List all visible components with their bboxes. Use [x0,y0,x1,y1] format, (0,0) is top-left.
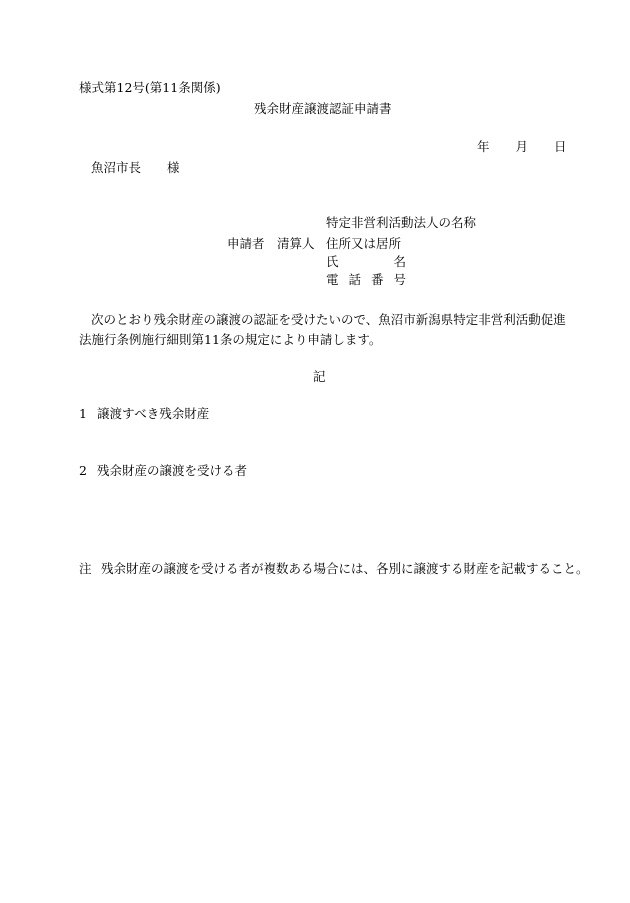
item-number: 1 [79,406,87,421]
note-text: 残余財産の譲渡を受ける者が複数ある場合には、各別に譲渡する財産を記載すること。 [101,561,589,576]
applicant-label: 申請者 [227,236,265,251]
field-phone-char: 番 [370,272,384,287]
list-item [79,463,247,478]
item-number: 2 [79,463,87,478]
field-phone-label [326,272,406,287]
field-address-label: 住所又は居所 [326,236,402,251]
date-line [477,139,567,154]
field-corp-name-label: 特定非営利活動法人の名称 [326,215,477,230]
addressee-name: 魚沼市長 [91,160,142,175]
item-text: 譲渡すべき残余財産 [97,406,210,421]
field-phone-char: 話 [348,272,361,287]
document-title: 残余財産譲渡認証申請書 [254,101,392,116]
ki-heading: 記 [313,369,326,384]
note-label: 注 [79,561,92,576]
field-name-label [326,254,406,269]
item-text: 残余財産の譲渡を受ける者 [97,463,248,478]
list-item [79,406,209,421]
liquidator-label: 清算人 [277,236,315,251]
date-day-label: 日 [554,139,567,154]
field-phone-char: 電 [326,272,339,287]
body-paragraph: 次のとおり残余財産の譲渡の認証を受けたいので、魚沼市新潟県特定非営利活動促進法施行条例施行細則第11条の規定により申請します。 [79,312,566,347]
footnote [79,561,589,576]
addressee [91,160,180,175]
form-number: 様式第12号(第11条関係) [79,80,221,95]
field-phone-char: 号 [393,272,406,287]
field-name-char: 氏 [326,254,339,269]
date-month-label: 月 [515,139,529,154]
field-name-char: 名 [393,254,406,269]
addressee-suffix: 様 [167,160,180,175]
date-year-label: 年 [477,139,490,154]
